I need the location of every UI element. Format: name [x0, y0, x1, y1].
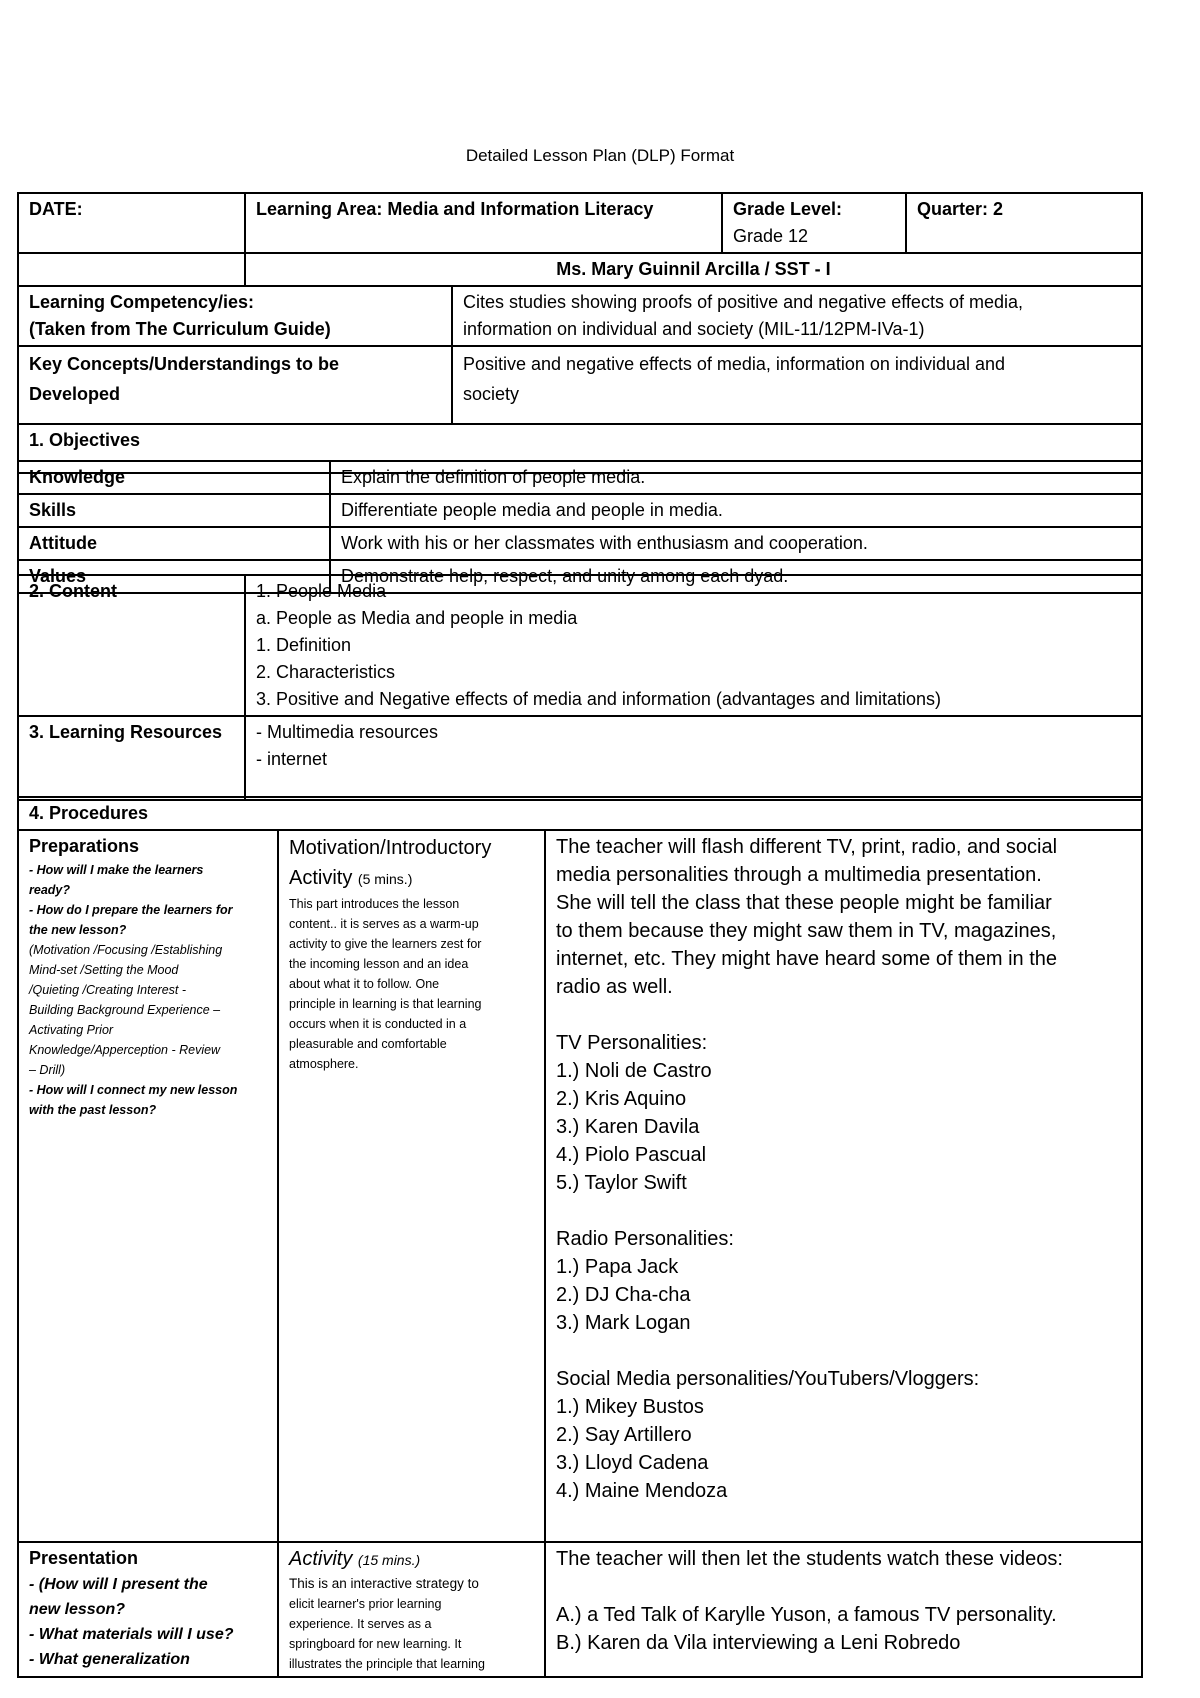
preparations-question: - How will I connect my new lesson	[29, 1083, 238, 1097]
resources-label: 3. Learning Resources	[18, 716, 245, 800]
learning-area: Learning Area: Media and Information Literacy	[245, 193, 722, 253]
objective-value: Differentiate people media and people in media.	[330, 494, 1142, 527]
preparations-question: ready?	[29, 883, 70, 897]
objective-label: Knowledge	[18, 461, 330, 494]
procedures-heading: 4. Procedures	[18, 797, 1142, 830]
social-item: 1.) Mikey Bustos	[556, 1396, 704, 1418]
radio-item: 1.) Papa Jack	[556, 1256, 679, 1278]
key-concepts-value-line: society	[463, 384, 520, 404]
activity-desc-line: This is an interactive strategy to	[289, 1576, 479, 1591]
presentation-question: - (How will I present the	[29, 1576, 208, 1593]
empty-cell	[18, 253, 245, 286]
activity-desc-line: pleasurable and comfortable	[289, 1037, 447, 1051]
objective-label: Attitude	[18, 527, 330, 560]
activity-desc-line: atmosphere.	[289, 1057, 359, 1071]
activity-desc-line: illustrates the principle that learning	[289, 1657, 485, 1671]
objective-value: Explain the definition of people media.	[330, 461, 1142, 494]
teacher-name: Ms. Mary Guinnil Arcilla / SST - I	[245, 253, 1142, 286]
radio-item: 2.) DJ Cha-cha	[556, 1284, 691, 1306]
key-concepts-label-line: Developed	[29, 384, 121, 404]
preparations-question: – Drill)	[29, 1063, 66, 1077]
document-title: Detailed Lesson Plan (DLP) Format	[465, 146, 735, 165]
procedures-table	[17, 796, 1143, 1678]
preparations-question: - How will I make the learners	[29, 863, 204, 877]
activity-time: (15 mins.)	[357, 1552, 421, 1568]
motivation-activity-cell	[278, 830, 545, 1542]
intro-line: internet, etc. They might have heard some of them in the	[556, 948, 1058, 970]
resources-list	[245, 716, 1142, 800]
intro-line: media personalities through a multimedia presentation.	[556, 864, 1042, 886]
social-item: 3.) Lloyd Cadena	[556, 1452, 709, 1474]
preparations-question: with the past lesson?	[29, 1103, 157, 1117]
activity-desc-line: about what it to follow. One	[289, 977, 440, 991]
social-heading: Social Media personalities/YouTubers/Vloggers:	[556, 1368, 980, 1390]
content-list	[245, 575, 1142, 716]
preparations-question: Building Background Experience –	[29, 1003, 221, 1017]
social-item: 2.) Say Artillero	[556, 1424, 692, 1446]
content-item: 3. Positive and Negative effects of media and information (advantages and limitations)	[256, 689, 942, 709]
presentation-details-cell	[545, 1542, 1142, 1677]
grade-level-label: Grade Level:	[733, 199, 843, 219]
resource-item: - Multimedia resources	[256, 722, 439, 742]
tv-item: 3.) Karen Davila	[556, 1116, 700, 1138]
activity-desc-line: elicit learner's prior learning	[289, 1597, 442, 1611]
activity-title: Motivation/Introductory	[289, 837, 492, 859]
competency-value	[452, 286, 1142, 346]
objective-label: Skills	[18, 494, 330, 527]
quarter: Quarter: 2	[906, 193, 1142, 253]
content-item: 1. People Media	[256, 581, 387, 601]
video-item: A.) a Ted Talk of Karylle Yuson, a famous TV personality.	[556, 1604, 1057, 1626]
preparations-question: (Motivation /Focusing /Establishing	[29, 943, 223, 957]
objective-value: Work with his or her classmates with enthusiasm and cooperation.	[330, 527, 1142, 560]
grade-level-cell	[722, 193, 906, 253]
radio-item: 3.) Mark Logan	[556, 1312, 691, 1334]
video-item: B.) Karen da Vila interviewing a Leni Robredo	[556, 1632, 961, 1654]
tv-item: 2.) Kris Aquino	[556, 1088, 687, 1110]
grade-level-value: Grade 12	[733, 226, 809, 246]
preparations-question: - How do I prepare the learners for	[29, 903, 233, 917]
preparations-question: the new lesson?	[29, 923, 127, 937]
motivation-details-cell	[545, 830, 1142, 1542]
content-item: 1. Definition	[256, 635, 352, 655]
presentation-activity-cell	[278, 1542, 545, 1677]
resource-item: - internet	[256, 749, 328, 769]
header-table	[17, 192, 1143, 474]
content-label: 2. Content	[18, 575, 245, 716]
radio-heading: Radio Personalities:	[556, 1228, 734, 1250]
activity-desc-line: This part introduces the lesson	[289, 897, 460, 911]
activity-desc-line: the incoming lesson and an idea	[289, 957, 469, 971]
activity-desc-line: occurs when it is conducted in a	[289, 1017, 467, 1031]
competency-value-line: information on individual and society (MIL-11/12PM-IVa-1)	[463, 319, 925, 339]
tv-item: 4.) Piolo Pascual	[556, 1144, 707, 1166]
competency-label	[18, 286, 452, 346]
intro-line: radio as well.	[556, 976, 673, 998]
presentation-cell	[18, 1542, 278, 1677]
objective-label: Values	[18, 560, 330, 593]
preparations-label: Preparations	[29, 836, 140, 856]
intro-line: She will tell the class that these people might be familiar	[556, 892, 1052, 914]
content-table	[17, 574, 1143, 801]
tv-item: 5.) Taylor Swift	[556, 1172, 687, 1194]
competency-label-line: (Taken from The Curriculum Guide)	[29, 319, 331, 339]
key-concepts-value-line: Positive and negative effects of media, information on individual and	[463, 354, 1006, 374]
activity-desc-line: principle in learning is that learning	[289, 997, 482, 1011]
preparations-question: Activating Prior	[29, 1023, 114, 1037]
presentation-question: - What generalization	[29, 1651, 190, 1668]
activity-desc-line: springboard for new learning. It	[289, 1637, 462, 1651]
preparations-cell	[18, 830, 278, 1542]
social-item: 4.) Maine Mendoza	[556, 1480, 728, 1502]
intro-line: to them because they might saw them in TV, magazines,	[556, 920, 1057, 942]
objective-value: Demonstrate help, respect, and unity among each dyad.	[330, 560, 1142, 593]
tv-item: 1.) Noli de Castro	[556, 1060, 712, 1082]
preparations-question: Knowledge/Apperception - Review	[29, 1043, 221, 1057]
key-concepts-value	[452, 346, 1142, 424]
presentation-label: Presentation	[29, 1548, 139, 1568]
preparations-question: /Quieting /Creating Interest -	[29, 983, 187, 997]
competency-value-line: Cites studies showing proofs of positive and negative effects of media,	[463, 292, 1023, 312]
activity-title: Activity	[289, 1548, 353, 1570]
key-concepts-label	[18, 346, 452, 424]
tv-heading: TV Personalities:	[556, 1032, 708, 1054]
objectives-heading: 1. Objectives	[18, 424, 1142, 473]
date-label: DATE:	[18, 193, 245, 253]
activity-desc-line: experience. It serves as a	[289, 1617, 432, 1631]
intro-line: The teacher will flash different TV, print, radio, and social	[556, 836, 1058, 858]
activity-time: (5 mins.)	[357, 871, 413, 887]
activity-desc-line: content.. it is serves as a warm-up	[289, 917, 479, 931]
key-concepts-label-line: Key Concepts/Understandings to be	[29, 354, 340, 374]
activity-title: Activity	[289, 867, 353, 889]
competency-label-line: Learning Competency/ies:	[29, 292, 255, 312]
presentation-question: - What materials will I use?	[29, 1626, 234, 1643]
preparations-question: Mind-set /Setting the Mood	[29, 963, 179, 977]
presentation-intro: The teacher will then let the students watch these videos:	[556, 1548, 1063, 1570]
content-item: 2. Characteristics	[256, 662, 396, 682]
activity-desc-line: activity to give the learners zest for	[289, 937, 482, 951]
presentation-question: new lesson?	[29, 1601, 126, 1618]
content-item: a. People as Media and people in media	[256, 608, 578, 628]
